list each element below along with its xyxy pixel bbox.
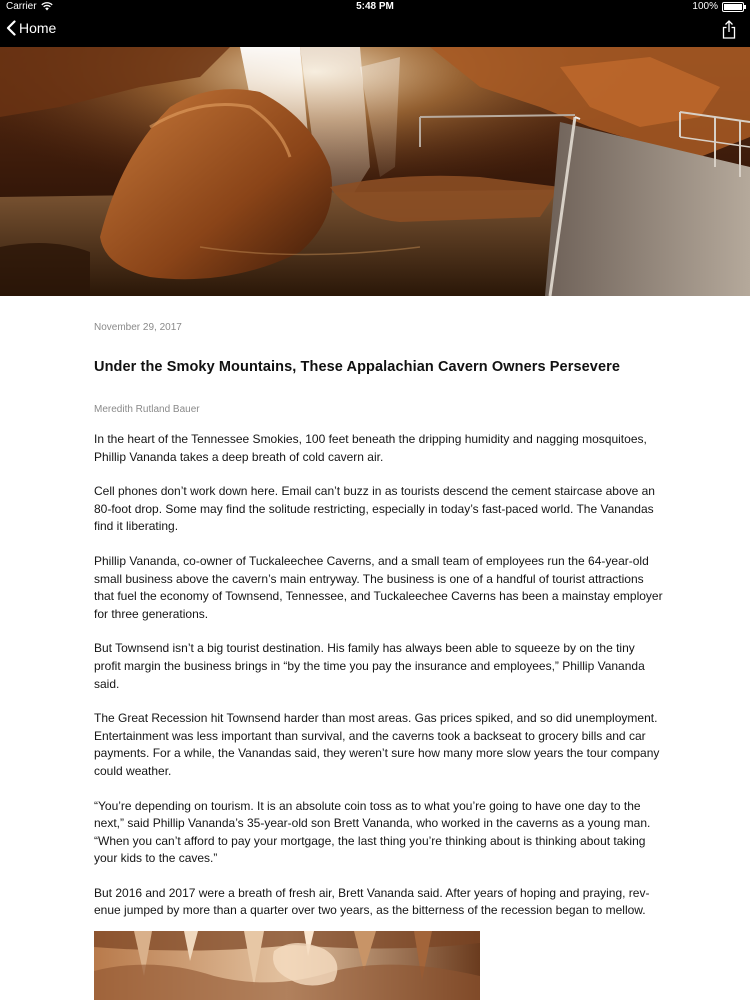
back-button[interactable] xyxy=(6,20,56,36)
share-button[interactable] xyxy=(722,20,736,44)
article-paragraph: But Townsend isn’t a big tourist destination. His family has always been able to squeeze by on the tiny profit margin the business brings in “by the time you pay the insurance and employees,” Phillip Vananda said. xyxy=(94,641,645,691)
share-icon xyxy=(722,20,736,39)
article-body xyxy=(94,431,664,920)
inline-cave-photo xyxy=(94,931,480,1000)
battery-icon xyxy=(722,2,744,12)
article-paragraph: The Great Recession hit Townsend harder than most areas. Gas prices spiked, and so did unemployment. Entertainment was less important than survival, and the caverns took a backseat to grocery bills and car payments. For a while, the Vanandas said, they weren’t sure how many more slow years the tour company could weather. xyxy=(94,711,660,778)
battery-percent: 100% xyxy=(692,1,718,12)
cave-waterfall-illustration xyxy=(0,47,750,296)
article-author: Meredith Rutland Bauer xyxy=(94,404,200,415)
article-date: November 29, 2017 xyxy=(94,322,182,333)
article-paragraph: Cell phones don’t work down here. Email can’t buzz in as tourists descend the cement staircase above an 80-foot drop. Some may find the solitude restricting, especially in today’s fast-paced world. The Vanandas find it liberating. xyxy=(94,484,655,534)
article-paragraph: In the heart of the Tennessee Smokies, 100 feet beneath the dripping humidity and nagging mosquitoes, Phillip Vananda takes a deep breath of cold cavern air. xyxy=(94,432,647,464)
article xyxy=(94,318,664,937)
article-paragraph: But 2016 and 2017 were a breath of fresh air, Brett Vananda said. After years of hoping and praying, rev-enue jumped by more than a quarter over two years, as the bitterness of the recession began to mellow. xyxy=(94,885,650,918)
battery-fill xyxy=(724,4,742,10)
navigation-bar xyxy=(0,14,750,47)
back-button-label: Home xyxy=(19,20,57,36)
battery-indicator xyxy=(692,1,744,12)
article-paragraph: “You’re depending on tourism. It is an absolute coin toss as to what you’re going to have one day to the next,” said Phillip Vananda’s 35-year-old son Brett Vananda, who worked in the caverns as a young man. “When you can’t afford to pay your mortgage, the last thing you’re thinking about is thinking about taking your kids to the caves.” xyxy=(94,798,651,866)
hero-cave-photo xyxy=(0,47,750,296)
article-title: Under the Smoky Mountains, These Appalachian Cavern Owners Persevere xyxy=(94,359,621,375)
chevron-left-icon xyxy=(6,20,16,36)
carrier-label: Carrier xyxy=(6,1,37,12)
article-paragraph: Phillip Vananda, co-owner of Tuckaleechee Caverns, and a small team of employees run the 64-year-old small business above the cavern’s main entryway. The business is one of a handful of tourist attractions that fuel the economy of Townsend, Tennessee, and Tuckaleechee Caverns has been a mainstay employer for three generations. xyxy=(94,553,663,621)
status-bar xyxy=(0,0,750,14)
cave-formations-illustration xyxy=(94,931,480,1000)
status-time: 5:48 PM xyxy=(356,1,394,12)
